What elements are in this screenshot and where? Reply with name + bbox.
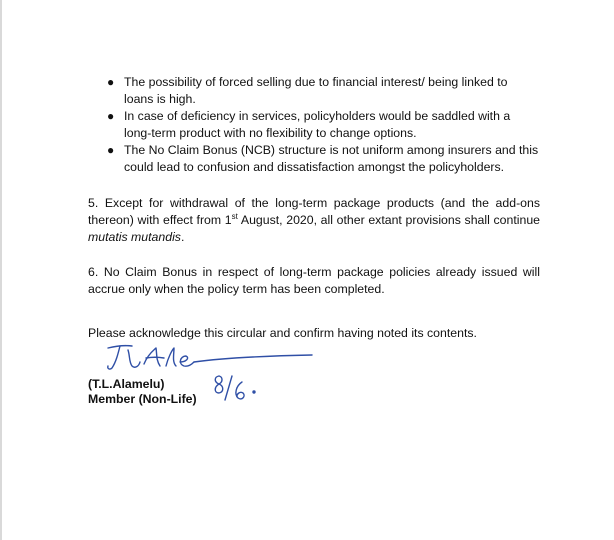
concerns-bullet-list	[88, 74, 540, 176]
superscript-st: st	[231, 211, 238, 221]
document-body	[88, 74, 540, 342]
paragraph-5-text-cont: August, 2020, all other extant provisions shall continue	[237, 213, 540, 227]
bullet-item	[88, 74, 540, 108]
bullet-dot-icon: ●	[107, 75, 115, 89]
paragraph-5-text: 5. Except for withdrawal of the long-term package products (and the add-ons thereon) with effect from 1	[88, 196, 540, 227]
bullet-text: The No Claim Bonus (NCB) structure is not uniform among insurers and this could lead to confusion and dissatisfaction amongst the policyholders.	[124, 143, 539, 174]
signatory-name: (T.L.Alamelu)	[88, 377, 165, 391]
bullet-dot-icon: ●	[107, 109, 115, 123]
paragraph-6: 6. No Claim Bonus in respect of long-term package policies already issued will accrue only when the policy term has been completed.	[88, 265, 540, 296]
latin-phrase: mutatis mutandis	[88, 230, 181, 244]
bullet-text: The possibility of forced selling due to financial interest/ being linked to loans is high.	[124, 75, 508, 106]
bullet-item	[88, 142, 540, 176]
bullet-item	[88, 108, 540, 142]
paragraph-5-end: .	[180, 230, 185, 244]
bullet-text: In case of deficiency in services, policyholders would be saddled with a long-term product with no flexibility to change options.	[124, 109, 511, 140]
handwritten-date-icon	[210, 372, 270, 412]
signatory-designation: Member (Non-Life)	[88, 392, 197, 406]
acknowledge-line: Please acknowledge this circular and confirm having noted its contents.	[88, 326, 477, 340]
bullet-dot-icon: ●	[107, 143, 115, 157]
paragraph-5	[88, 195, 540, 246]
page-left-border	[0, 0, 2, 540]
handwritten-signature-icon	[102, 340, 322, 376]
